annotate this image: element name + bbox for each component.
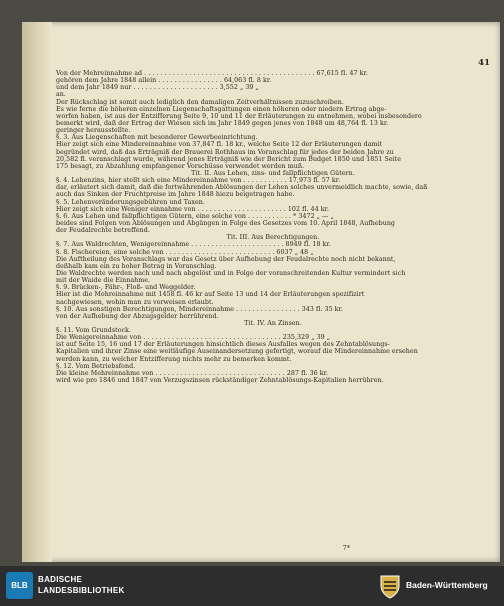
text-line: deßhalb kam ein zu hoher Betrag in Voranschlag.	[56, 262, 217, 270]
text-line: beides sind Folgen von Ablösungen und Abgängen in Folge des Gesetzes vom 10. April 1848, Aufhebung	[56, 219, 396, 227]
text-line: Hier zeigt sich eine Weniger einnahme von . . . . . . . . . . . . . . . . . . . . . . 102 fl. 44 kr.	[56, 205, 330, 213]
text-line: Kapitalien und ihrer Zinse eine weitläufige Auseinandersetzung gefertigt, worauf die Mindereinnahme ersehen	[56, 348, 418, 356]
text-line: §. 10. Aus sonstigen Berechtigungen, Mindereinnahme . . . . . . . . . . . . . . . . 343 fl. 35 kr.	[56, 305, 343, 313]
text-line: auch das Sinken der Fruchtpreise im Jahre 1848 hiezu beigetragen habe.	[56, 191, 295, 199]
section-heading: Tit. III. Aus Berechtigungen.	[226, 234, 320, 242]
page-number: 41	[478, 58, 490, 68]
text-line: Der Rückschlag ist somit auch lediglich den damaligen Zeitverhältnissen zuzuschreiben.	[56, 98, 344, 106]
blb-name[interactable]	[38, 574, 125, 596]
text-line: dar, erläutert sich damit, daß die fortwährenden Ablösungen der Lehen solches unvermeidlich machte, sowie, daß	[56, 184, 428, 192]
baden-wuerttemberg-label[interactable]: Baden-Württemberg	[406, 580, 488, 590]
text-line: Es wie ferne die höheren einzelnen Liegenschaftsgattungen einen höheren oder niedern Ertrag abge-	[56, 105, 387, 113]
section-heading: Tit. II. Aus Lehen, zins- und fallpflichtigen Gütern.	[191, 169, 355, 177]
text-line: Hier zeigt sich eine Mindereinnahme von 37,847 fl. 18 kr., welche Seite 12 der Erläuterungen damit	[56, 141, 383, 149]
text-line: ist auf Seite 15, 16 und 17 der Erläuterungen hinsichtlich dieses Ausfalles wegen des Zehntablösungs-	[56, 341, 390, 349]
text-line: §. 6. Aus Lehen und fallpflichtigen Gütern, eine solche von . . . . . . . . . . . * 3472 „ — „	[56, 212, 334, 220]
text-line: §. 11. Vom Grundstock.	[56, 327, 132, 335]
viewer-footer-bar	[0, 566, 504, 606]
text-line: 20,582 fl. veranschlagt wurde, während jenes Erträgniß wie der Bericht zum Budget 1850 und 1851 Seite	[56, 155, 402, 163]
text-line: §. 4. Lehenzins, hier stellt sich eine Mindereinnahme von . . . . . . . . . . . 17,973 fl. 57 kr.	[56, 177, 341, 185]
text-line: Die Waldrechte werden nach und nach abgelöst und in Folge der voranschreitenden Kultur vermindert sich	[56, 269, 406, 277]
text-line: mit der Waide die Einnahme.	[56, 277, 151, 285]
text-line: worfen haben, ist aus der Entzifferung Seite 9, 10 und 11 der Erläuterungen zu entnehmen, wobei insbesondere	[56, 112, 422, 120]
page-spine-shadow	[22, 22, 52, 562]
text-line: und dem Jahr 1849 nur . . . . . . . . . . . . . . . . . . . . . 3,552 „ 39 „	[56, 84, 259, 92]
text-line: Von der Mehreinnahme ad . . . . . . . . . . . . . . . . . . . . . . . . . . . . . . . . . . . . . . . . . . 67,615 fl. 47 kr.	[56, 70, 368, 77]
text-line: §. 3. Aus Liegenschaften mit besonderer Gewerbeeinrichtung.	[56, 134, 258, 142]
text-line: §. 5. Lehenveränderungsgebühren und Taxen.	[56, 198, 205, 206]
page-text-body	[56, 70, 490, 384]
document-page	[22, 22, 500, 562]
text-line: begründet wird, daß das Erträgniß der Brauerei Rothhaus im Voranschlag für jedes der beiden Jahre zu	[56, 148, 394, 156]
text-line: an.	[56, 91, 66, 99]
blb-name-line2: LANDESBIBLIOTHEK	[38, 586, 125, 595]
blb-name-line1: BADISCHE	[38, 575, 83, 584]
text-line: von der Aufhebung der Abzugsgelder herrührend.	[56, 312, 219, 320]
text-line: geringer herausstellte.	[56, 127, 131, 135]
text-line: Hier ist die Mehreinnahme mit 1458 fl. 46 kr auf Seite 13 und 14 der Erläuterungen spezifizirt	[56, 291, 365, 299]
text-line: nachgewiesen, wohin man zu verweisen erlaubt.	[56, 298, 214, 306]
text-line: §. 7. Aus Waldrechten, Wenigereinnahme . . . . . . . . . . . . . . . . . . . . . . . 8949 fl. 18 kr.	[56, 241, 331, 249]
text-line: bemerkt wird, daß der Ertrag der Wiesen sich im Jahr 1849 gegen jenes von 1848 um 48,764 fl. 13 kr.	[56, 119, 389, 127]
text-line: §. 12. Vom Betriebsfond.	[56, 362, 136, 370]
text-line: gehören dem Jahre 1848 allein . . . . . . . . . . . . . . . . 64,063 fl. 8 kr.	[56, 77, 272, 85]
text-line: werden kann, zu welcher Entzifferung nichts mehr zu bemerken kommt.	[56, 355, 292, 363]
text-line: §. 9. Brücken-, Fähr-, Floß- und Weggelder.	[56, 284, 196, 292]
text-line: wird wie pro 1846 und 1847 von Verzugszinsen rückständiger Zehntablösungs-Kapitalien herrühren.	[56, 377, 384, 385]
text-line: 175 besagt, zu Abzahlung empfangener Vorschüsse verwendet werden muß.	[56, 162, 305, 170]
blb-logo[interactable]: BLB	[6, 572, 33, 599]
text-line: §. 8. Fischereien, eine solche von . . . . . . . . . . . . . . . . . . . . . . . . . . . 6037 „ 48 „	[56, 248, 314, 256]
text-line: der Feudalrechte betreffend.	[56, 227, 150, 235]
text-line: Die Wenigereinnahme von . . . . . . . . . . . . . . . . . . . . . . . . . . . . . . . . . . 235,329 „ 39 „	[56, 334, 331, 342]
printer-signature: 7*	[342, 544, 350, 552]
baden-wuerttemberg-coat-of-arms-icon[interactable]	[378, 573, 402, 599]
text-line: Die kleine Mehreinnahme von . . . . . . . . . . . . . . . . . . . . . . . . . . . . . . . . 287 fl. 36 kr.	[56, 369, 329, 377]
text-line: Die Auftheilung des Voranschlags war das Gesetz über Aufhebung der Feudalrechte noch nicht bekannt,	[56, 255, 396, 263]
section-heading: Tit. IV. An Zinsen.	[244, 319, 302, 327]
